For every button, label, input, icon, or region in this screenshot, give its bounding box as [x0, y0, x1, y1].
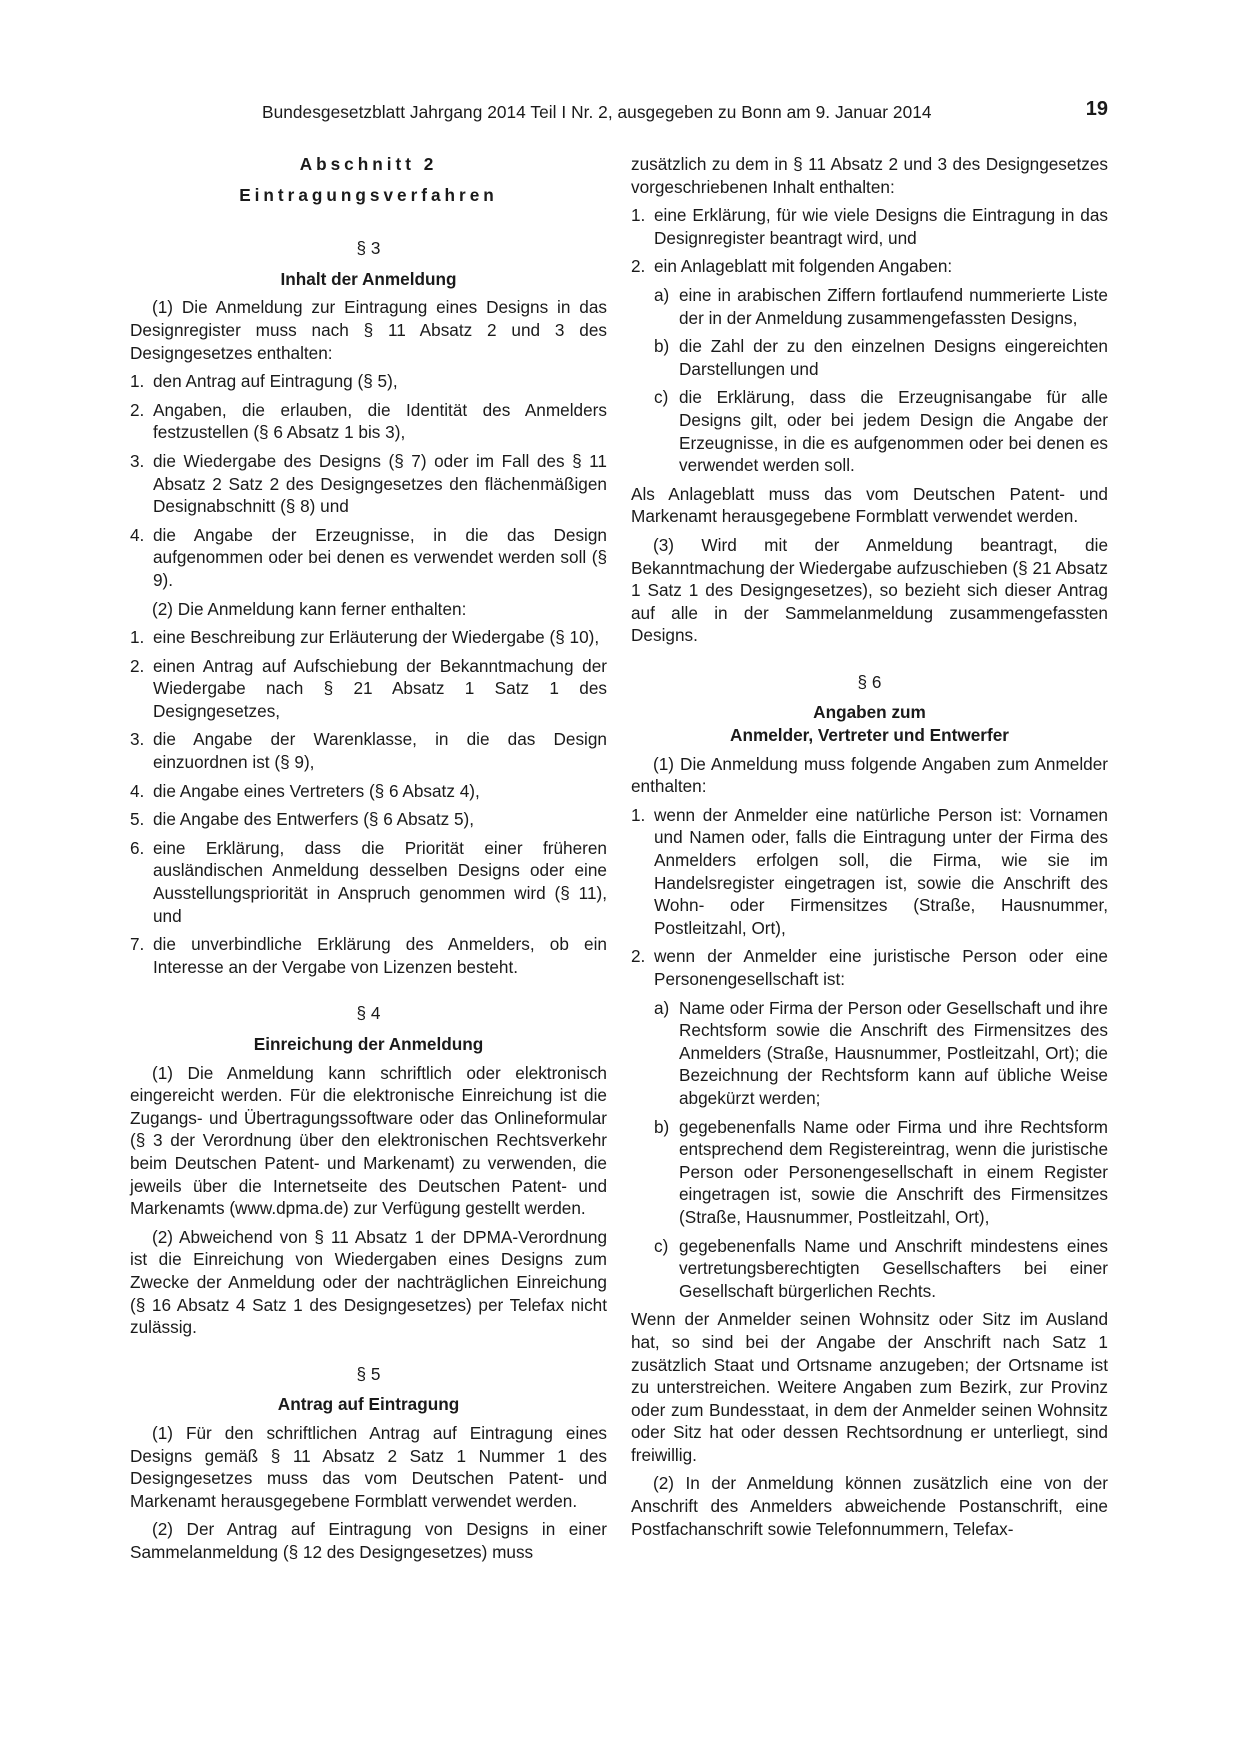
paragraph-5-continuation: zusätzlich zu dem in § 11 Absatz 2 und 3 des Designgesetzes vorgeschriebenen Inhalt enthalten:: [631, 154, 1108, 197]
paragraph-4-symbol: § 4: [356, 1003, 381, 1024]
paragraph-3-abs2: (2) Die Anmeldung kann ferner enthalten:: [152, 598, 467, 619]
right-column: [631, 153, 1108, 1546]
paragraph-6-heading-line2: Anmelder, Vertreter und Entwerfer: [730, 725, 1009, 746]
gazette-title: Bundesgesetzblatt Jahrgang 2014 Teil I Nr. 2, ausgegeben zu Bonn am 9. Januar 2014: [262, 102, 932, 122]
paragraph-6-heading-line1: Angaben zum: [813, 702, 926, 723]
list-item: 7. die unverbindliche Erklärung des Anmelders, ob ein Interesse an der Vergabe von Lizenzen besteht.: [130, 934, 607, 977]
list-item: 5. die Angabe des Entwerfers (§ 6 Absatz 5),: [130, 809, 475, 830]
list-item: 1. eine Erklärung, für wie viele Designs die Eintragung in das Designregister beantragt wird, und: [631, 205, 1108, 248]
paragraph-5-heading: Antrag auf Eintragung: [277, 1394, 460, 1415]
list-item: 3. die Wiedergabe des Designs (§ 7) oder im Fall des § 11 Absatz 2 Satz 2 des Designgesetzes den flächenmäßigen Designabschnitt (§ 8) und: [130, 450, 607, 517]
list-item: 1. den Antrag auf Eintragung (§ 5),: [130, 371, 398, 392]
list-item: 1. wenn der Anmelder eine natürliche Person ist: Vornamen und Namen oder, falls die Eintragung unter der Firma des Anmelders erfolgen soll, die Firma, wie sie im Handelsregister eingetragen ist, sowie die Anschrift des Wohn- oder Firmensitzes (Straße, Hausnummer, Postleitzahl, Ort),: [631, 804, 1108, 938]
list-item: 4. die Angabe der Erzeugnisse, in die das Design aufgenommen oder bei denen es verwendet werden soll (§ 9).: [130, 524, 607, 590]
paragraph-5-abs1: (1) Für den schriftlichen Antrag auf Eintragung eines Designs gemäß § 11 Absatz 2 Satz 1 Nummer 1 des Designgesetzes muss das vom Deutschen Patent- und Markenamt herausgegebene Formblatt verwendet werden.: [130, 1422, 607, 1511]
list-item: 2. wenn der Anmelder eine juristische Person oder eine Personengesellschaft ist:: [631, 946, 1108, 989]
paragraph-3-symbol: § 3: [356, 238, 381, 259]
paragraph-6-abs1: (1) Die Anmeldung muss folgende Angaben zum Anmelder enthalten:: [631, 753, 1108, 797]
paragraph-5-abs3: (3) Wird mit der Anmeldung beantragt, die Bekanntmachung der Wiedergabe aufzuschieben (§ 21 Absatz 1 Satz 1 des Designgesetzes), so bezieht sich dieser Antrag auf alle in der Sammelanmeldung zusammengefassten Designs.: [631, 534, 1108, 646]
paragraph-5-abs2: (2) Der Antrag auf Eintragung von Designs in einer Sammelanmeldung (§ 12 des Designgesetzes) muss: [130, 1519, 607, 1562]
page-number: 19: [1085, 98, 1108, 120]
list-item: 2. Angaben, die erlauben, die Identität des Anmelders festzustellen (§ 6 Absatz 1 bis 3),: [130, 399, 607, 443]
list-item: 3. die Angabe der Warenklasse, in die das Design einzuordnen ist (§ 9),: [130, 729, 607, 773]
sub-list-item: c) gegebenenfalls Name und Anschrift mindestens eines vertretungsberechtigten Gesellschafters bei einer Gesellschaft bürgerlichen Rechts.: [654, 1235, 1108, 1301]
sub-list-item: b) die Zahl der zu den einzelnen Designs eingereichten Darstellungen und: [654, 336, 1108, 379]
paragraph-6-abs2: (2) In der Anmeldung können zusätzlich eine von der Anschrift des Anmelders abweichende Postanschrift, eine Postfachanschrift sowie Telefonnummern, Telefax-: [631, 1473, 1108, 1539]
sub-list-item: c) die Erklärung, dass die Erzeugnisangabe für alle Designs gilt, oder bei jedem Design die Angabe der Erzeugnisse, in die es aufgenommen oder bei denen es verwendet werden soll.: [654, 387, 1108, 476]
left-column: [130, 153, 607, 1569]
paragraph-4-abs2: (2) Abweichend von § 11 Absatz 1 der DPMA-Verordnung ist die Einreichung von Wiedergaben eines Designs zum Zwecke der Anmeldung oder der nachträglichen Einreichung (§ 16 Absatz 4 Satz 1 des Designgesetzes) per Telefax nicht zulässig.: [130, 1226, 607, 1338]
sub-list-item: a) eine in arabischen Ziffern fortlaufend nummerierte Liste der in der Anmeldung zusammengefassten Designs,: [654, 284, 1108, 328]
paragraph-4-abs1: (1) Die Anmeldung kann schriftlich oder elektronisch eingereicht werden. Für die elektronische Einreichung ist die Zugangs- und Übertragungssoftware oder das Onlineformular (§ 3 der Verordnung über den elektronischen Rechtsverkehr beim Deutschen Patent- und Markenamt) zu verwenden, die jeweils über die Internetseite des Deutschen Patent- und Markenamts (www.dpma.de) zur Verfügung gestellt werden.: [130, 1062, 607, 1219]
paragraph-6-ausland: Wenn der Anmelder seinen Wohnsitz oder Sitz im Ausland hat, so sind bei der Angabe der Anschrift nach Satz 1 zusätzlich Staat und Ortsname anzugeben; der Ortsname ist zu unterstreichen. Weitere Angaben zum Bezirk, zur Provinz oder zum Bundesstaat, in dem der Anmelder seinen Wohnsitz oder Sitz hat oder dessen Rechtsordnung er unterliegt, sind freiwillig.: [631, 1309, 1108, 1465]
paragraph-3-abs1: (1) Die Anmeldung zur Eintragung eines Designs in das Designregister muss nach § 11 Absatz 2 und 3 des Designgesetzes enthalten:: [130, 297, 607, 363]
paragraph-6-symbol: § 6: [857, 671, 882, 692]
list-item: 2. einen Antrag auf Aufschiebung der Bekanntmachung der Wiedergabe nach § 21 Absatz 1 Satz 1 des Designgesetzes,: [130, 655, 607, 721]
list-item: 4. die Angabe eines Vertreters (§ 6 Absatz 4),: [130, 780, 480, 801]
list-item: 2. ein Anlageblatt mit folgenden Angaben:: [631, 256, 953, 277]
list-item: 1. eine Beschreibung zur Erläuterung der Wiedergabe (§ 10),: [130, 627, 600, 648]
section-title: Eintragungsverfahren: [239, 184, 498, 205]
sub-list-item: a) Name oder Firma der Person oder Gesellschaft und ihre Rechtsform sowie die Anschrift des Firmensitzes des Anmelders (Straße, Hausnummer, Postleitzahl, Ort); die Bezeichnung der Rechtsform kann auf übliche Weise abgekürzt werden;: [654, 997, 1108, 1108]
list-item: 6. eine Erklärung, dass die Priorität einer früheren ausländischen Anmeldung desselben Designs oder eine Ausstellungspriorität in Anspruch genommen wird (§ 11), und: [130, 837, 607, 926]
sub-list-item: b) gegebenenfalls Name oder Firma und ihre Rechtsform entsprechend dem Registereintrag, wenn die juristische Person oder Personengesellschaft in einem Register eingetragen ist, sowie die Anschrift des Firmensitzes (Straße, Hausnummer, Postleitzahl, Ort),: [654, 1116, 1108, 1227]
paragraph-5-symbol: § 5: [356, 1363, 381, 1384]
section-label: Abschnitt 2: [299, 154, 438, 174]
paragraph-3-heading: Inhalt der Anmeldung: [280, 268, 457, 289]
paragraph-4-heading: Einreichung der Anmeldung: [253, 1034, 484, 1054]
anlageblatt-note: Als Anlageblatt muss das vom Deutschen Patent- und Markenamt herausgegebene Formblatt verwendet werden.: [631, 483, 1108, 527]
page-header: [130, 100, 1108, 130]
